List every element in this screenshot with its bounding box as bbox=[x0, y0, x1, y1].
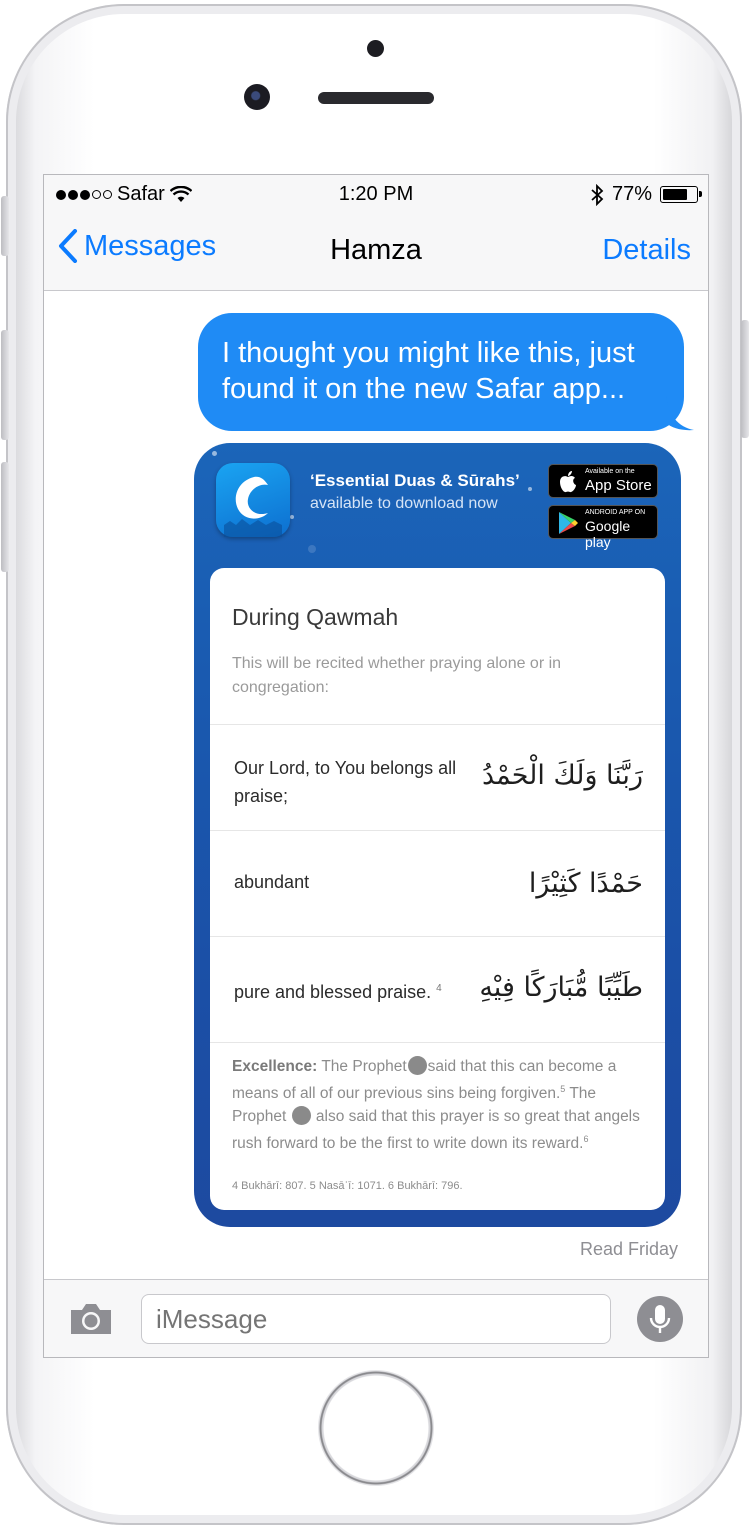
details-button[interactable]: Details bbox=[602, 234, 691, 266]
divider bbox=[210, 936, 665, 937]
decor-star bbox=[290, 515, 294, 519]
earpiece-speaker bbox=[318, 92, 434, 104]
dua-row-arabic: طَيِّبًا مُّبَارَكًا فِيْهِ bbox=[479, 972, 643, 1003]
decor-star bbox=[528, 487, 532, 491]
home-button[interactable] bbox=[318, 1370, 434, 1486]
excellence-text: The Prophet bbox=[321, 1058, 407, 1075]
apple-icon bbox=[558, 470, 578, 494]
references: 4 Bukhārī: 807. 5 Nasāʾī: 1071. 6 Bukhārī: 796. bbox=[232, 1180, 463, 1192]
dua-content-card bbox=[210, 568, 665, 1210]
salutation-icon bbox=[408, 1056, 427, 1075]
excellence-text: The Prophet bbox=[232, 1085, 597, 1126]
excellence-label: Excellence: bbox=[232, 1058, 318, 1075]
decor-star bbox=[308, 545, 316, 553]
status-time: 1:20 PM bbox=[338, 183, 414, 205]
camera-icon[interactable] bbox=[68, 1302, 114, 1336]
divider bbox=[210, 830, 665, 831]
app-store-small-text: Available on the bbox=[585, 468, 635, 475]
decor-star bbox=[212, 451, 217, 456]
proximity-sensor bbox=[367, 40, 384, 57]
volume-down-button bbox=[1, 462, 9, 572]
screen bbox=[43, 174, 709, 1358]
divider bbox=[210, 1042, 665, 1043]
footnote-ref: 6 bbox=[583, 1134, 589, 1145]
carrier-label: Safar bbox=[117, 183, 165, 205]
back-label: Messages bbox=[84, 229, 217, 262]
read-receipt: Read Friday bbox=[579, 1239, 678, 1259]
dua-row-arabic: رَبَّنَا وَلَكَ الْحَمْدُ bbox=[481, 760, 643, 791]
dua-row-english: Our Lord, to You belongs all praise; bbox=[234, 758, 457, 806]
microphone-button[interactable] bbox=[637, 1296, 683, 1342]
navigation-bar bbox=[44, 215, 708, 291]
shared-image-card[interactable] bbox=[194, 443, 681, 1227]
dua-heading: During Qawmah bbox=[232, 604, 399, 630]
power-button bbox=[741, 320, 749, 438]
excellence-text: also said that this prayer is so great that angels rush forward to be the first to write down its reward. bbox=[232, 1108, 640, 1153]
battery-fill bbox=[663, 189, 687, 200]
google-play-icon bbox=[557, 511, 579, 535]
dua-row-arabic: حَمْدًا كَثِيْرًا bbox=[528, 868, 643, 899]
volume-up-button bbox=[1, 330, 9, 440]
dua-intro: This will be recited whether praying alone or in congregation: bbox=[232, 655, 562, 696]
bluetooth-icon bbox=[590, 184, 604, 206]
status-right bbox=[590, 183, 698, 206]
dua-row-english-with-ref bbox=[234, 975, 442, 1006]
dua-row-english: abundant bbox=[234, 872, 310, 892]
bubble-tail bbox=[666, 395, 696, 431]
google-play-badge[interactable] bbox=[548, 505, 658, 550]
google-play-big-text: Google play bbox=[585, 518, 631, 550]
microphone-icon bbox=[637, 1296, 683, 1342]
app-store-big-text: App Store bbox=[585, 477, 652, 494]
battery-percent: 77% bbox=[611, 183, 652, 205]
salutation-icon bbox=[292, 1106, 311, 1125]
battery-icon bbox=[660, 186, 698, 203]
mute-switch bbox=[1, 196, 9, 256]
safar-app-icon bbox=[216, 463, 290, 537]
front-camera bbox=[244, 84, 270, 110]
message-input-bar bbox=[44, 1279, 708, 1358]
google-play-small-text: ANDROID APP ON bbox=[585, 509, 646, 516]
divider bbox=[210, 724, 665, 725]
status-bar bbox=[44, 175, 708, 215]
promo-title: ‘Essential Duas & Sūrahs’ bbox=[310, 471, 520, 490]
sent-message-bubble[interactable]: I thought you might like this, just found it on the new Safar app... bbox=[198, 313, 684, 431]
footnote-ref: 4 bbox=[436, 983, 442, 994]
excellence-text: said that this can become a means of all of our previous sins being forgiven. bbox=[232, 1058, 617, 1103]
excellence-note bbox=[232, 1055, 644, 1155]
footnote-ref: 5 bbox=[560, 1084, 566, 1094]
dua-row-english: pure and blessed praise. bbox=[234, 982, 432, 1002]
promo-subtitle: available to download now bbox=[310, 495, 498, 512]
imessage-input[interactable] bbox=[141, 1294, 611, 1344]
conversation-title: Hamza bbox=[330, 234, 422, 266]
app-store-badge[interactable] bbox=[548, 464, 658, 498]
